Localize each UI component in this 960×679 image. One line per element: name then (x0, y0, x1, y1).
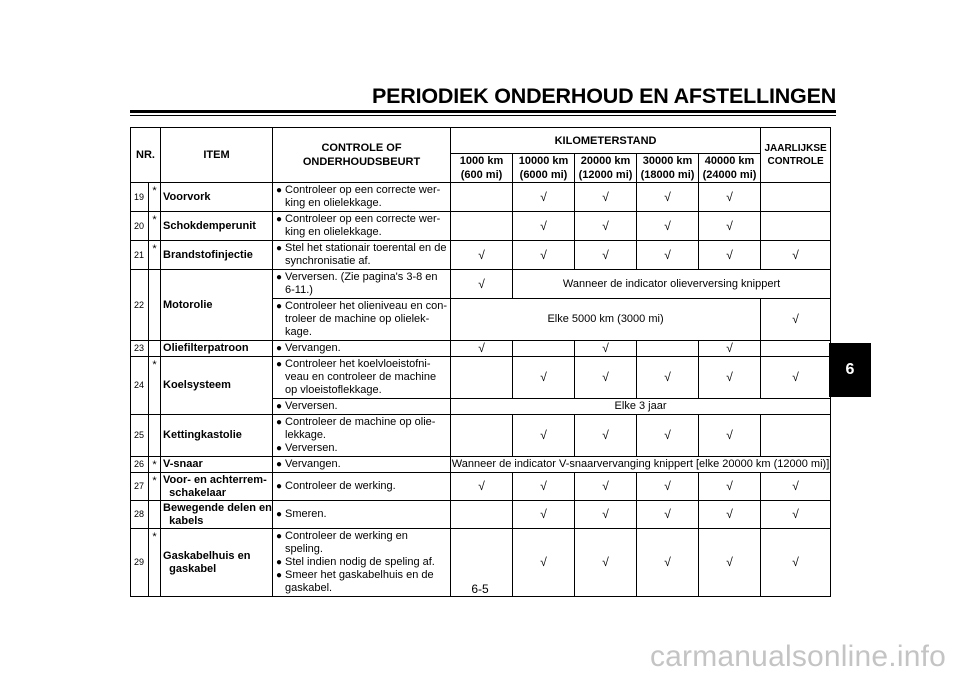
bullet-icon: ● (275, 531, 283, 542)
title-rule-thin (130, 115, 836, 116)
row-number: 27 (131, 473, 149, 501)
cell-text: 30000 km (642, 155, 693, 167)
bullet-icon: ● (275, 401, 283, 412)
table-row (131, 501, 831, 529)
row-control (273, 341, 451, 357)
check-mark: √ (637, 241, 699, 270)
row-number: 25 (131, 415, 149, 457)
header-interval-4 (637, 154, 699, 183)
cell-text: Stel het stationair toerental en de synchronisatie af. (285, 242, 447, 267)
row-control (273, 212, 451, 241)
row-asterisk: * (149, 357, 161, 415)
bullet-icon: ● (275, 272, 283, 283)
row-asterisk: * (149, 183, 161, 212)
cell-text: Smeren. (285, 508, 327, 520)
check-mark: √ (575, 473, 637, 501)
row-item: Oliefilterpatroon (161, 341, 273, 357)
row-number: 19 (131, 183, 149, 212)
cell-text: Vervangen. (285, 458, 341, 470)
check-mark: √ (699, 183, 761, 212)
row-control (273, 457, 451, 473)
check-mark: √ (761, 501, 831, 529)
row-control (273, 473, 451, 501)
row-asterisk (149, 270, 161, 341)
check-mark: √ (637, 501, 699, 529)
bullet-icon: ● (275, 185, 283, 196)
table-row (131, 357, 831, 399)
row-item (161, 473, 273, 501)
check-mark: √ (637, 529, 699, 597)
bullet-icon: ● (275, 443, 283, 454)
table-row (131, 212, 831, 241)
cell-text: 20000 km (580, 155, 631, 167)
check-mark: √ (513, 529, 575, 597)
header-control: CONTROLE OF ONDERHOUDSBEURT (273, 128, 451, 183)
cell-text: 10000 km (518, 155, 569, 167)
chapter-tab: 6 (829, 343, 871, 397)
cell-text: Voor- en achterrem- (163, 473, 267, 486)
check-mark: √ (761, 473, 831, 501)
table-row (131, 270, 831, 299)
check-mark: √ (575, 415, 637, 457)
header-interval-2 (513, 154, 575, 183)
cell-text: Verversen. (285, 400, 338, 412)
header-nr: NR. (131, 128, 161, 183)
row-item: Motorolie (161, 270, 273, 341)
check-mark: √ (761, 241, 831, 270)
bullet-icon: ● (275, 301, 283, 312)
bullet-icon: ● (275, 570, 283, 581)
table-cell (761, 212, 831, 241)
check-mark: √ (513, 357, 575, 399)
check-mark: √ (699, 241, 761, 270)
page-title: PERIODIEK ONDERHOUD EN AFSTELLINGEN (372, 84, 837, 108)
row-control (273, 183, 451, 212)
check-mark: √ (699, 529, 761, 597)
check-mark: √ (761, 357, 831, 399)
table-cell (513, 341, 575, 357)
row-asterisk (149, 501, 161, 529)
row-asterisk: * (149, 212, 161, 241)
check-mark: √ (699, 473, 761, 501)
check-mark: √ (575, 212, 637, 241)
row-item: Voorvork (161, 183, 273, 212)
table-row (131, 457, 831, 473)
row-asterisk: * (149, 473, 161, 501)
header-interval-3 (575, 154, 637, 183)
cell-text: (6000 mi) (519, 169, 568, 181)
row-asterisk (149, 341, 161, 357)
row-number: 28 (131, 501, 149, 529)
cell-text: Bewegende delen en (163, 501, 272, 514)
cell-text: Gaskabelhuis en (163, 549, 251, 562)
row-asterisk: * (149, 529, 161, 597)
check-mark: √ (637, 415, 699, 457)
header-row-top (131, 128, 831, 154)
cell-text: 40000 km (704, 155, 755, 167)
cell-text: kabels (169, 514, 204, 527)
check-mark: √ (637, 473, 699, 501)
check-mark: √ (637, 357, 699, 399)
header-interval-1 (451, 154, 513, 183)
check-mark: √ (513, 183, 575, 212)
row-item: Brandstofinjectie (161, 241, 273, 270)
cell-text: Controleer op een correcte wer-king en olielekkage. (285, 184, 441, 209)
row-number: 22 (131, 270, 149, 341)
table-row (131, 415, 831, 457)
check-mark: √ (575, 357, 637, 399)
page-number: 6-5 (471, 582, 489, 596)
cell-text: Controleer de werking en speling. (285, 530, 408, 555)
cell-text: (24000 mi) (702, 169, 757, 181)
watermark: carmanualsonline.info (649, 640, 946, 673)
title-rule-thick (130, 110, 836, 113)
table-row (131, 183, 831, 212)
check-mark: √ (513, 241, 575, 270)
cell-text: Controleer de werking. (285, 480, 396, 492)
bullet-icon: ● (275, 214, 283, 225)
check-mark: √ (575, 341, 637, 357)
bullet-icon: ● (275, 481, 283, 492)
table-cell (451, 415, 513, 457)
row-control (273, 270, 451, 299)
bullet-icon: ● (275, 509, 283, 520)
cell-text: (18000 mi) (640, 169, 695, 181)
row-number: 21 (131, 241, 149, 270)
table-row (131, 473, 831, 501)
check-mark: √ (699, 415, 761, 457)
row-control (273, 415, 451, 457)
check-mark: √ (575, 501, 637, 529)
interval-note: Elke 5000 km (3000 mi) (451, 299, 761, 341)
row-item: Koelsysteem (161, 357, 273, 415)
bullet-icon: ● (275, 417, 283, 428)
cell-text: (12000 mi) (578, 169, 633, 181)
cell-text: Stel indien nodig de speling af. (285, 556, 435, 568)
check-mark: √ (575, 529, 637, 597)
check-mark: √ (699, 341, 761, 357)
cell-text: schakelaar (169, 486, 227, 499)
check-mark: √ (451, 341, 513, 357)
check-mark: √ (575, 241, 637, 270)
check-mark: √ (451, 270, 513, 299)
table-cell (451, 212, 513, 241)
check-mark: √ (513, 212, 575, 241)
cell-text: gaskabel (169, 562, 217, 575)
table-cell (451, 357, 513, 399)
header-annual: JAARLIJKSE CONTROLE (761, 128, 831, 183)
table-cell (637, 341, 699, 357)
row-number: 20 (131, 212, 149, 241)
row-control (273, 357, 451, 399)
row-number: 29 (131, 529, 149, 597)
cell-text: Controleer het olieniveau en con-troleer de machine op olielek-kage. (285, 300, 448, 338)
cell-text: Verversen. (Zie pagina's 3-8 en 6-11.) (285, 271, 438, 296)
interval-note: Wanneer de indicator olieverversing knippert (513, 270, 831, 299)
header-interval-5 (699, 154, 761, 183)
maintenance-table (130, 127, 831, 597)
bullet-icon: ● (275, 243, 283, 254)
cell-text: (600 mi) (460, 169, 503, 181)
check-mark: √ (451, 473, 513, 501)
row-asterisk: * (149, 241, 161, 270)
row-item: Kettingkastolie (161, 415, 273, 457)
row-item: Schokdemperunit (161, 212, 273, 241)
header-odometer: KILOMETERSTAND (451, 128, 761, 154)
row-control (273, 241, 451, 270)
cell-text: Verversen. (285, 442, 338, 454)
table-cell (451, 183, 513, 212)
header-item: ITEM (161, 128, 273, 183)
row-item (161, 501, 273, 529)
table-row (131, 241, 831, 270)
row-control (273, 399, 451, 415)
row-control (273, 501, 451, 529)
table-cell (761, 183, 831, 212)
check-mark: √ (699, 501, 761, 529)
check-mark: √ (761, 529, 831, 597)
check-mark: √ (761, 299, 831, 341)
cell-text: Vervangen. (285, 342, 341, 354)
check-mark: √ (637, 183, 699, 212)
row-control (273, 299, 451, 341)
row-asterisk (149, 415, 161, 457)
check-mark: √ (451, 241, 513, 270)
bullet-icon: ● (275, 343, 283, 354)
check-mark: √ (513, 501, 575, 529)
table-cell (451, 501, 513, 529)
row-number: 24 (131, 357, 149, 415)
table-cell (761, 415, 831, 457)
table-cell (761, 341, 831, 357)
interval-note: Elke 3 jaar (451, 399, 831, 415)
check-mark: √ (513, 473, 575, 501)
check-mark: √ (513, 415, 575, 457)
interval-note: Wanneer de indicator V-snaarvervanging knippert [elke 20000 km (12000 mi)] (451, 457, 831, 473)
cell-text: Controleer op een correcte wer-king en olielekkage. (285, 213, 441, 238)
bullet-icon: ● (275, 459, 283, 470)
cell-text: Controleer het koelvloeistofni-veau en controleer de machine op vloeistoflekkage. (285, 358, 437, 396)
row-number: 26 (131, 457, 149, 473)
table-row (131, 341, 831, 357)
check-mark: √ (699, 357, 761, 399)
row-asterisk: * (149, 457, 161, 473)
check-mark: √ (637, 212, 699, 241)
row-item: V-snaar (161, 457, 273, 473)
cell-text: 1000 km (459, 155, 504, 167)
cell-text: Smeer het gaskabelhuis en de gaskabel. (285, 569, 434, 594)
bullet-icon: ● (275, 557, 283, 568)
row-number: 23 (131, 341, 149, 357)
cell-text: Controleer de machine op olie-lekkage. (285, 416, 436, 441)
bullet-icon: ● (275, 359, 283, 370)
check-mark: √ (575, 183, 637, 212)
check-mark: √ (699, 212, 761, 241)
